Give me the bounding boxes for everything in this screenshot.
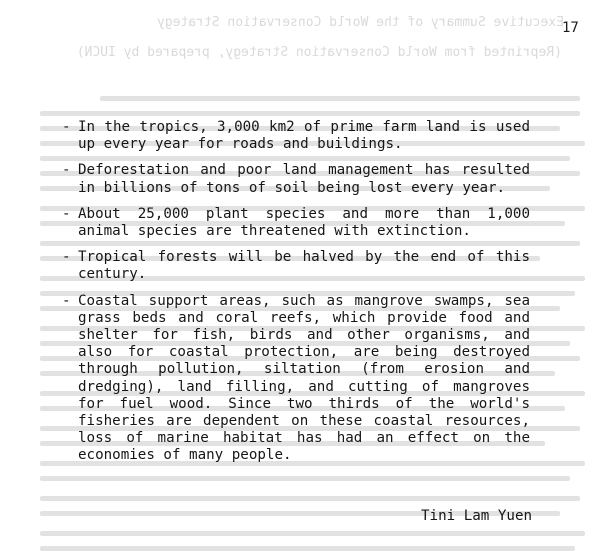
dash-bullet: - xyxy=(62,292,71,309)
dash-bullet: - xyxy=(62,119,71,135)
dash-bullet: - xyxy=(62,205,71,222)
bullet-item xyxy=(62,206,530,240)
bullet-list xyxy=(62,119,530,474)
bullet-text: About 25,000 plant species and more than 1,000 animal species are threatened with extinction. xyxy=(78,205,530,240)
bleed-subtitle: (Reprinted from World Conservation Strategy, prepared by IUCN) xyxy=(76,45,562,60)
bleed-title: Executive Summary of the World Conservation Strategy xyxy=(157,15,564,30)
bullet-item xyxy=(62,162,530,196)
author-signature: Tini Lam Yuen xyxy=(421,508,533,524)
bullet-text: Tropical forests will be halved by the end of this century. xyxy=(78,249,530,283)
bullet-text: Deforestation and poor land management has resulted in billions of tons of soil being lost every year. xyxy=(78,162,530,196)
dash-bullet: - xyxy=(62,162,71,179)
bullet-text: Coastal support areas, such as mangrove swamps, sea grass beds and coral reefs, which provide food and shelter for fish, birds and other organisms, and also for coastal protection, are being destroyed through pollution, siltation (from erosion and dredging), land filling, and cutting of mangroves for fuel wood. Since two thirds of the world's fisheries are dependent on these coastal resources, loss of marine habitat has had an effect on the economies of many people. xyxy=(78,292,530,464)
dash-bullet: - xyxy=(62,249,71,266)
page-number: 17 xyxy=(562,20,579,36)
bullet-item xyxy=(62,119,530,153)
bullet-item xyxy=(62,249,530,283)
bullet-text: In the tropics, 3,000 km2 of prime farm land is used up every year for roads and buildings. xyxy=(78,119,530,153)
bullet-item xyxy=(62,293,530,465)
